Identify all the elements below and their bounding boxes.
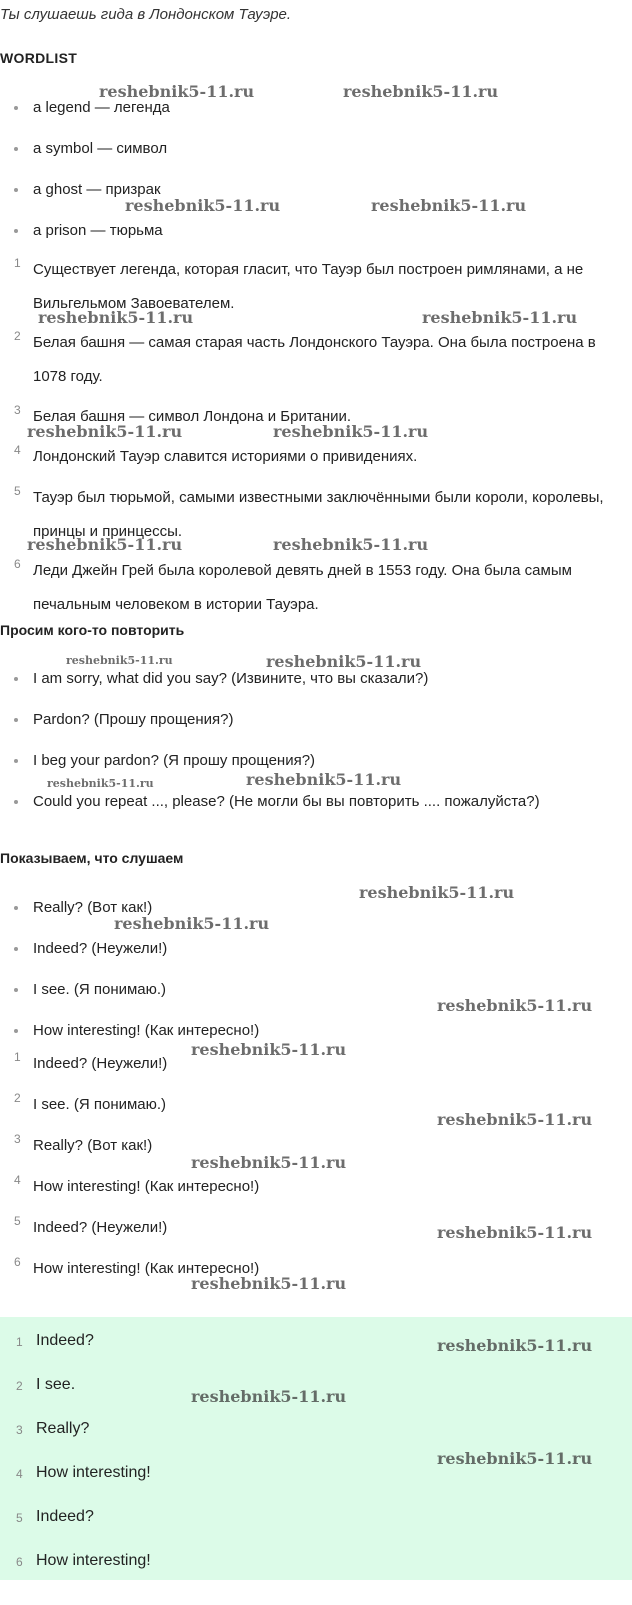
watermark: reshebnik5-11.ru (266, 652, 422, 671)
answer-text: How interesting! (36, 1464, 151, 1481)
wordlist-heading: WORDLIST (0, 50, 78, 66)
bullet-icon (14, 947, 18, 951)
answer-text: Indeed? (36, 1332, 94, 1349)
intro-text: Ты слушаешь гида в Лондонском Тауэре. (0, 6, 292, 23)
watermark: reshebnik5-11.ru (246, 770, 402, 789)
watermark: reshebnik5-11.ru (27, 535, 183, 554)
watermark: reshebnik5-11.ru (66, 654, 173, 667)
bullet-icon (14, 106, 18, 110)
answer-text: Indeed? (36, 1508, 94, 1525)
watermark: reshebnik5-11.ru (437, 996, 593, 1015)
watermark: reshebnik5-11.ru (437, 1336, 593, 1355)
bullet-icon (14, 988, 18, 992)
answer-text: I see. (36, 1376, 76, 1393)
watermark: reshebnik5-11.ru (343, 82, 499, 101)
bullet-icon (14, 906, 18, 910)
watermark: reshebnik5-11.ru (191, 1040, 347, 1059)
bullet-icon (14, 800, 18, 804)
bullet-icon (14, 188, 18, 192)
watermark: reshebnik5-11.ru (27, 422, 183, 441)
watermark: reshebnik5-11.ru (38, 308, 194, 327)
watermark: reshebnik5-11.ru (191, 1153, 347, 1172)
answer-text: How interesting! (36, 1552, 151, 1569)
watermark: reshebnik5-11.ru (99, 82, 255, 101)
watermark: reshebnik5-11.ru (437, 1110, 593, 1129)
watermark: reshebnik5-11.ru (359, 883, 515, 902)
watermark: reshebnik5-11.ru (437, 1223, 593, 1242)
watermark: reshebnik5-11.ru (437, 1449, 593, 1468)
answers-panel: 1 Indeed? 2 I see. 3 Really? 4 How interesting! 5 Indeed? 6 How interesting! (0, 1317, 632, 1580)
bullet-icon (14, 718, 18, 722)
bullet-icon (14, 229, 18, 233)
watermark: reshebnik5-11.ru (371, 196, 527, 215)
watermark: reshebnik5-11.ru (273, 535, 429, 554)
watermark: reshebnik5-11.ru (422, 308, 578, 327)
bullet-icon (14, 677, 18, 681)
watermark: reshebnik5-11.ru (47, 777, 154, 790)
bullet-icon (14, 1029, 18, 1033)
watermark: reshebnik5-11.ru (273, 422, 429, 441)
answer-text: Really? (36, 1420, 90, 1437)
watermark: reshebnik5-11.ru (114, 914, 270, 933)
listening-heading: Показываем, что слушаем (0, 850, 184, 866)
watermark: reshebnik5-11.ru (191, 1387, 347, 1406)
bullet-icon (14, 147, 18, 151)
watermark: reshebnik5-11.ru (191, 1274, 347, 1293)
bullet-icon (14, 759, 18, 763)
repeat-heading: Просим кого-то повторить (0, 622, 185, 638)
watermark: reshebnik5-11.ru (125, 196, 281, 215)
